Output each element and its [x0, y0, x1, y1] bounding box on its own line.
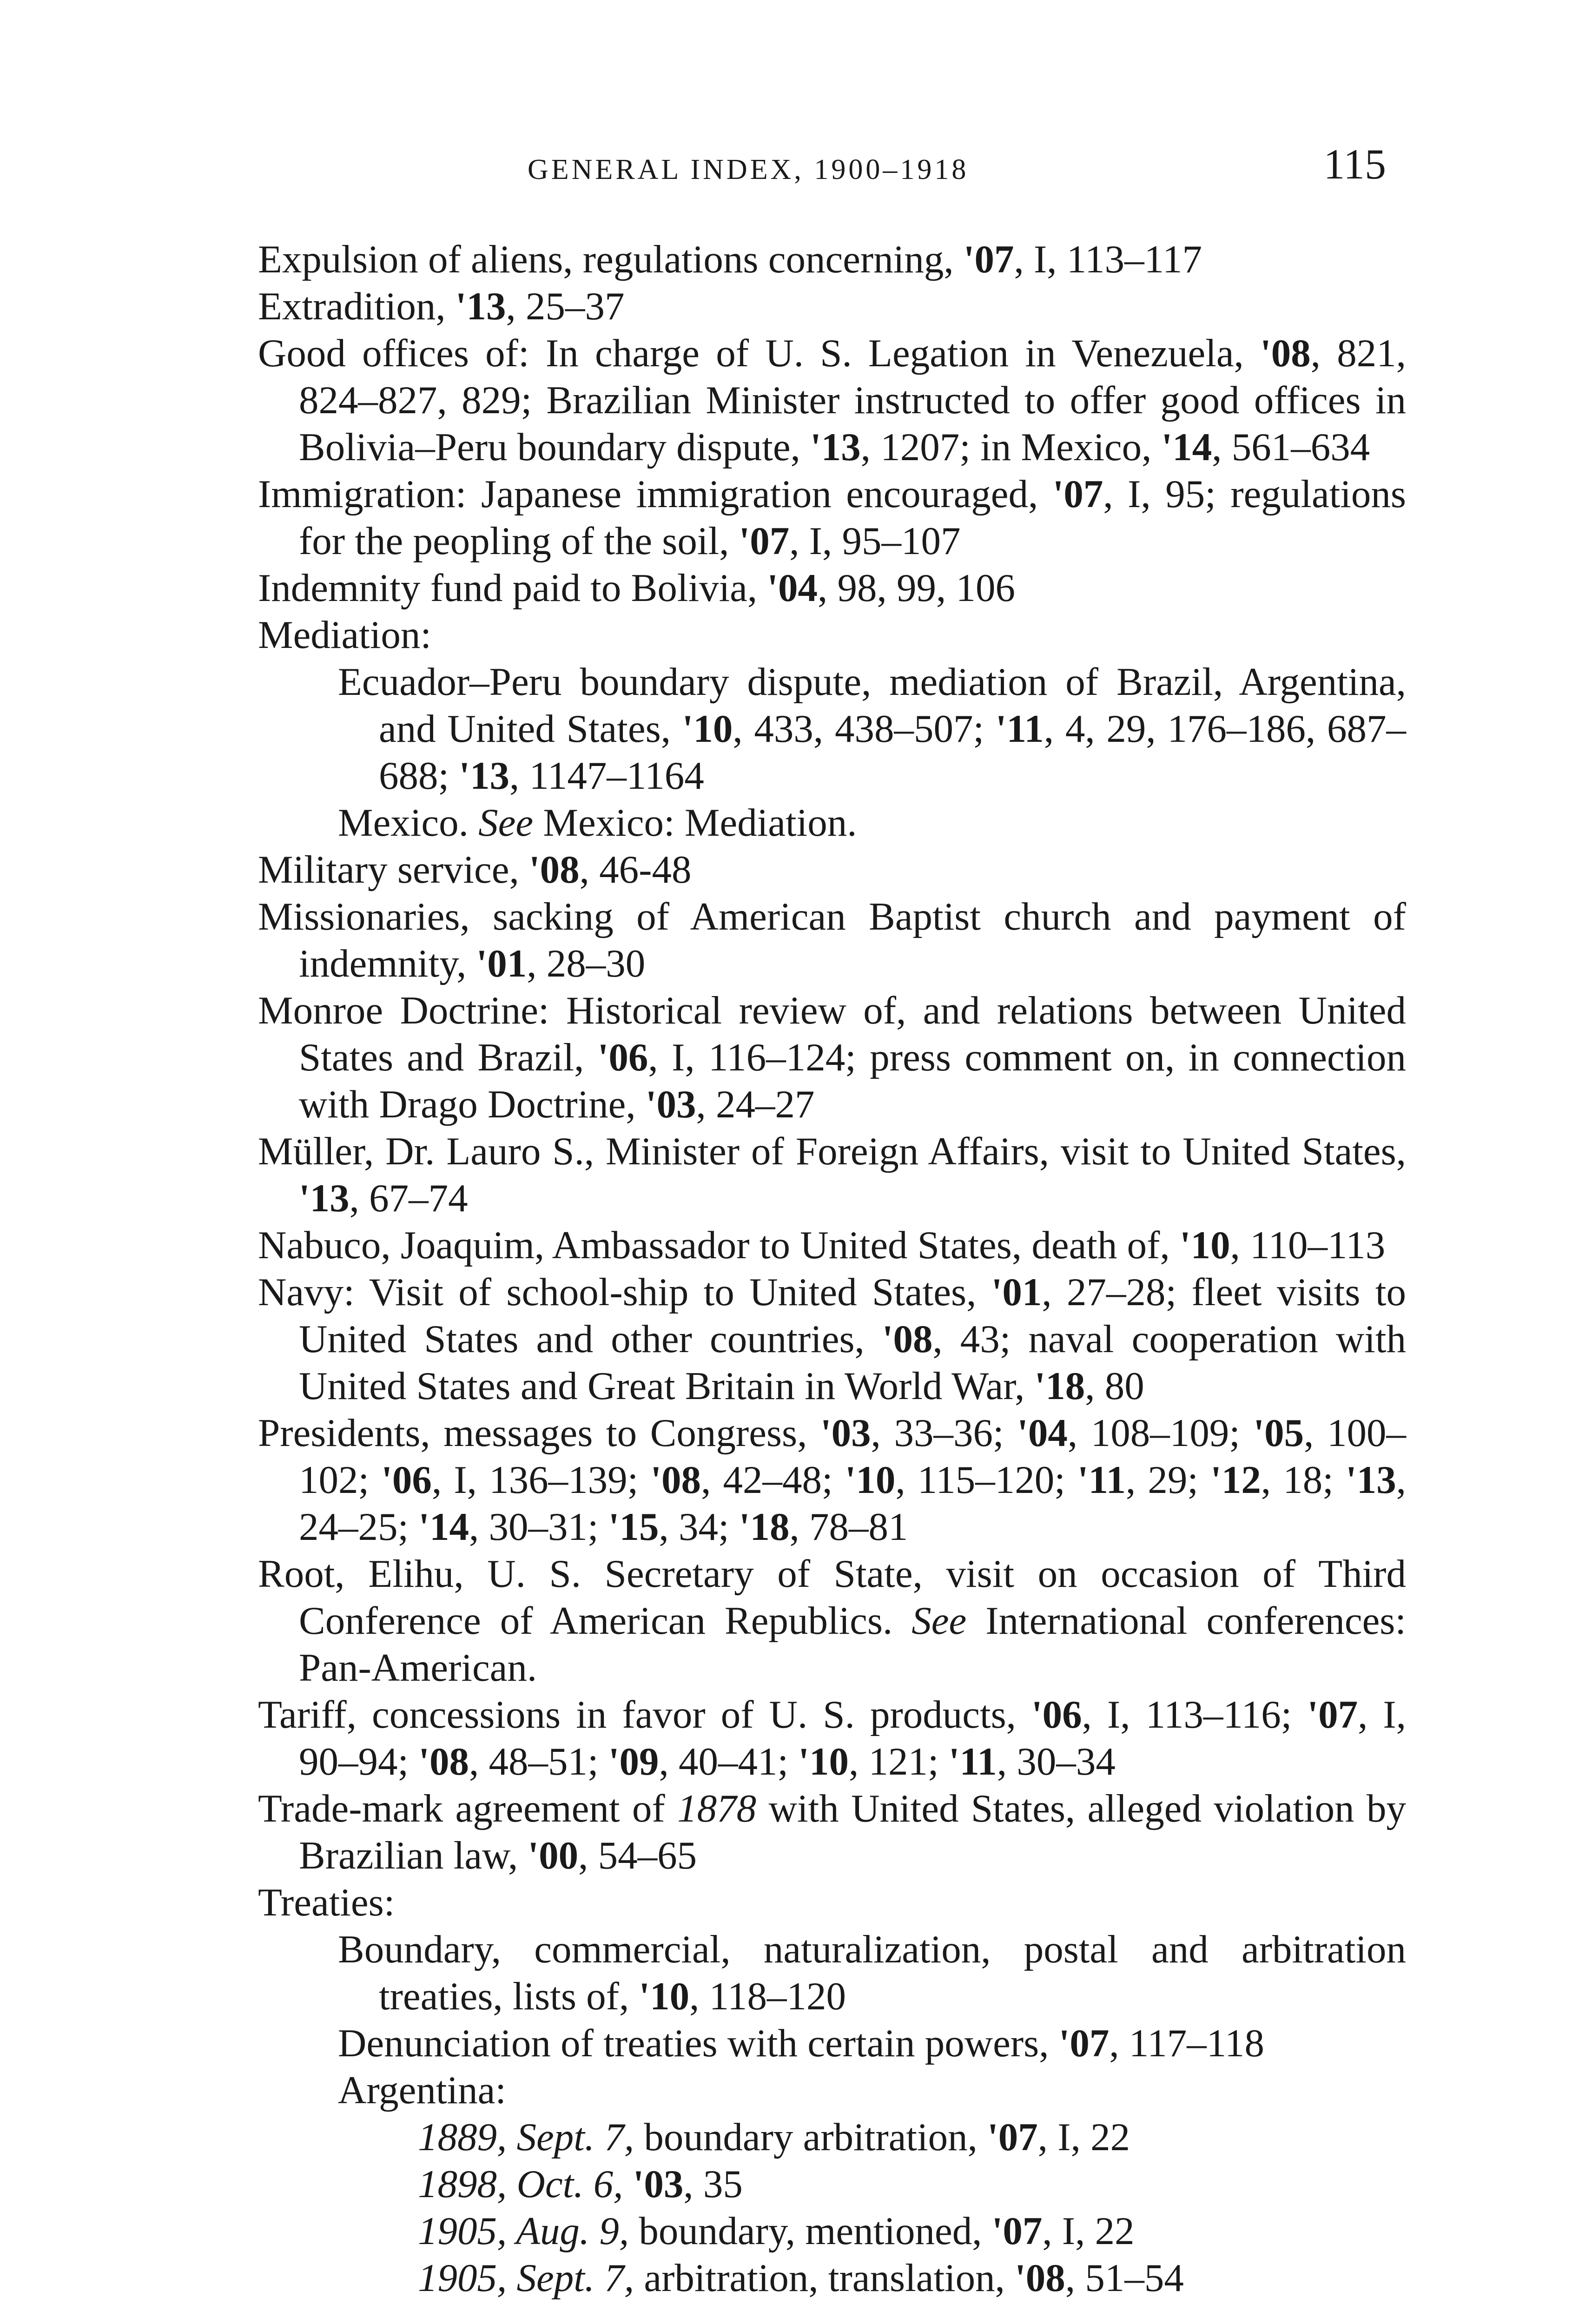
entry-military-service: Military service, '08, 46-48	[258, 848, 692, 891]
entry-tariff: Tariff, concessions in favor of U. S. products, '06, I, 113–116; '07, I, 90–94; '08, 48–51; '09, 40–41; '10, 121; '11, 30–34	[258, 1693, 1406, 1783]
entry-treaties-argentina: Argentina:	[338, 2068, 506, 2112]
page-number: 115	[1323, 140, 1386, 188]
entry-good-offices: Good offices of: In charge of U. S. Legation in Venezuela, '08, 821, 824–827, 829; Brazilian Minister instructed to offer good offices in Bolivia–Peru boundary dispute, '13, 1207; in Mexico, '14, 561–634	[258, 331, 1407, 469]
entry-argentina-1905-sept: 1905, Sept. 7, arbitration, translation, '08, 51–54	[418, 2256, 1184, 2300]
entry-treaties-denunciation: Denunciation of treaties with certain powers, '07, 117–118	[338, 2021, 1265, 2065]
entry-mediation: Mediation:	[258, 613, 431, 657]
entry-immigration: Immigration: Japanese immigration encouraged, '07, I, 95; regulations for the peopling of the soil, '07, I, 95–107	[258, 472, 1406, 563]
entry-treaties: Treaties:	[258, 1881, 395, 1924]
entry-missionaries: Missionaries, sacking of American Baptist church and payment of indemnity, '01, 28–30	[258, 895, 1406, 985]
entry-root: Root, Elihu, U. S. Secretary of State, visit on occasion of Third Conference of American Republics. See International conferences: Pan-American.	[258, 1552, 1406, 1690]
entry-treaties-boundary: Boundary, commercial, naturalization, postal and arbitration treaties, lists of, '10, 118–120	[338, 1928, 1406, 2018]
entry-extradition: Extradition, '13, 25–37	[258, 284, 625, 328]
entry-argentina-1898: 1898, Oct. 6, '03, 35	[418, 2162, 743, 2206]
entry-indemnity: Indemnity fund paid to Bolivia, '04, 98, 99, 106	[258, 566, 1016, 610]
entry-navy: Navy: Visit of school-ship to United States, '01, 27–28; fleet visits to United States and other countries, '08, 43; naval cooperation with United States and Great Britain in World War, '18, 80	[258, 1270, 1406, 1408]
entry-mediation-ecuador-peru: Ecuador–Peru boundary dispute, mediation of Brazil, Argentina, and United States, '10, 433, 438–507; '11, 4, 29, 176–186, 687–688; '13, 1147–1164	[338, 660, 1407, 798]
running-head: GENERAL INDEX, 1900–1918	[528, 154, 969, 185]
entry-muller: Müller, Dr. Lauro S., Minister of Foreign Affairs, visit to United States, '13, 67–74	[258, 1129, 1406, 1220]
entry-nabuco: Nabuco, Joaquim, Ambassador to United States, death of, '10, 110–113	[258, 1223, 1386, 1267]
entry-presidents: Presidents, messages to Congress, '03, 33–36; '04, 108–109; '05, 100–102; '06, I, 136–139; '08, 42–48; '10, 115–120; '11, 29; '12, 18; '13, 24–25; '14, 30–31; '15, 34; '18, 78–81	[258, 1411, 1406, 1549]
entry-mediation-mexico: Mexico. See Mexico: Mediation.	[338, 801, 857, 845]
entry-expulsion: Expulsion of aliens, regulations concerning, '07, I, 113–117	[258, 238, 1202, 281]
index-entries	[258, 236, 1406, 2302]
entry-monroe-doctrine: Monroe Doctrine: Historical review of, and relations between United States and Brazil, '06, I, 116–124; press comment on, in connection with Drago Doctrine, '03, 24–27	[258, 989, 1406, 1126]
entry-argentina-1889: 1889, Sept. 7, boundary arbitration, '07, I, 22	[418, 2115, 1130, 2159]
entry-trade-mark: Trade-mark agreement of 1878 with United States, alleged violation by Brazilian law, '00, 54–65	[258, 1787, 1406, 1877]
entry-argentina-1905-aug: 1905, Aug. 9, boundary, mentioned, '07, I, 22	[418, 2209, 1135, 2253]
